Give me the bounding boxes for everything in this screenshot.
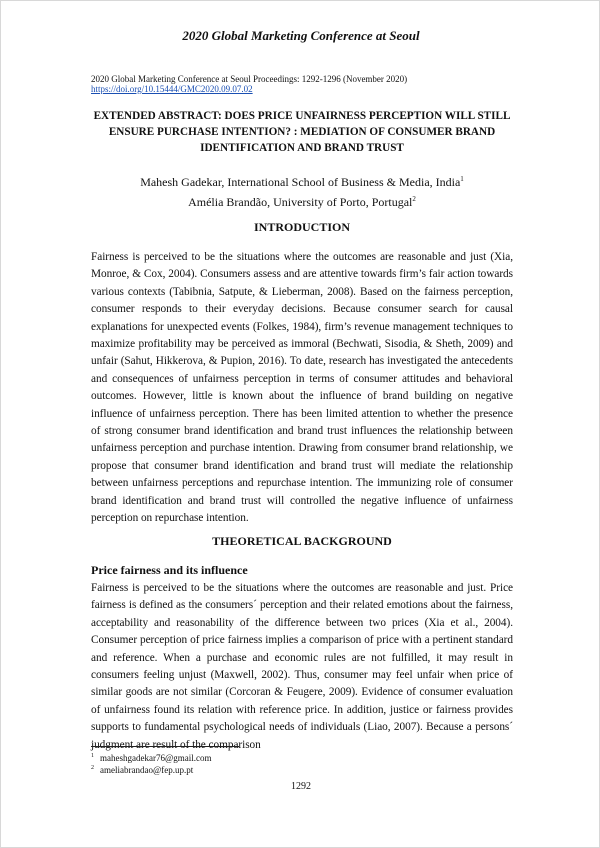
footnote xyxy=(91,765,193,775)
footnote xyxy=(91,753,212,763)
introduction-paragraph: Fairness is perceived to be the situations where the outcomes are reasonable and just (Xia, Monroe, & Cox, 2004). Consumers assess and are attentive towards firm’s fair action towards various contexts (Tabibnia, Satpute, & Lieberman, 2008). Based on the fairness perception, consumer responds to their everyday decisions. Because consumer search for causal explanations for unexpected events (Folkes, 1984), firm’s revenue management techniques to maximize profitability may be perceived as immoral (Bechwati, Sisodia, & Sheth, 2009) and unfair (Sahut, Hikkerova, & Pupion, 2016). To date, research has investigated the antecedents and consequences of unfairness perception in terms of consumer attitudes and behavioral outcomes. However, little is known about the influence of brand building on negative influence of unfairness perception. There has been limited attention to whether the presence of strong consumer brand identification and brand trust influences the relationship between unfairness perception and purchase intention. Drawing from consumer brand relationship, we propose that consumer brand identification and brand trust will mediate the relationship between unfairness perceptions and repurchase intention. The immunizing role of consumer brand identification and brand trust will controlled the negative influence of unfairness perception on repurchase intention. xyxy=(91,251,513,525)
section-heading-introduction: INTRODUCTION xyxy=(253,220,350,234)
footnote-mark: 1 xyxy=(91,753,94,759)
footnote-email: ameliabrandao@fep.up.pt xyxy=(100,765,194,775)
author-line xyxy=(91,171,513,191)
running-head: 2020 Global Marketing Conference at Seoul xyxy=(182,28,420,43)
footnote-mark: 2 xyxy=(91,765,94,771)
paper-title: EXTENDED ABSTRACT: DOES PRICE UNFAIRNESS PERCEPTION WILL STILL ENSURE PURCHASE INTENTION? : MEDIATION OF CONSUMER BRAND IDENTIFICATION AND BRAND TRUST xyxy=(93,110,511,154)
theoretical-background-paragraph: Fairness is perceived to be the situations where the outcomes are reasonable and just. Price fairness is defined as the consumers´ perception and their related emotions about the fairness, acceptability and reasonability of the difference between two prices (Xia et al., 2004). Consumer perception of price fairness implies a comparison of price with a pertinent standard and reference. When a purchase and economic rules are not fulfilled, it may result in consumers feeling unjust (Maxwell, 2002). Thus, consumer may feel unfair when price of similar goods are not similar (Corcoran & Feugere, 2009). Evidence of consumer evaluation of unfairness found its relation with reference price. In addition, justice or fairness provides supports to fundamental psychological needs of individuals (Liao, 2007). Because a persons´ judgment are result of the comparison xyxy=(91,582,513,751)
footnote-divider xyxy=(91,746,239,747)
subsection-heading: Price fairness and its influence xyxy=(91,563,248,577)
footnote-email: maheshgadekar76@gmail.com xyxy=(100,753,212,763)
author-list xyxy=(91,171,513,211)
doi-link[interactable]: https://doi.org/10.15444/GMC2020.09.07.02 xyxy=(91,84,253,94)
page-number: 1292 xyxy=(291,781,311,792)
author-line xyxy=(91,191,513,211)
section-heading-theoretical-background: THEORETICAL BACKGROUND xyxy=(212,534,392,548)
author-name: Amélia Brandão, University of Porto, Portugal xyxy=(188,195,413,209)
author-footnote-mark: 2 xyxy=(412,195,416,203)
proceedings-line: 2020 Global Marketing Conference at Seoul Proceedings: 1292-1296 (November 2020) xyxy=(91,74,408,84)
author-name: Mahesh Gadekar, International School of Business & Media, India xyxy=(140,175,461,189)
author-footnote-mark: 1 xyxy=(460,175,464,183)
